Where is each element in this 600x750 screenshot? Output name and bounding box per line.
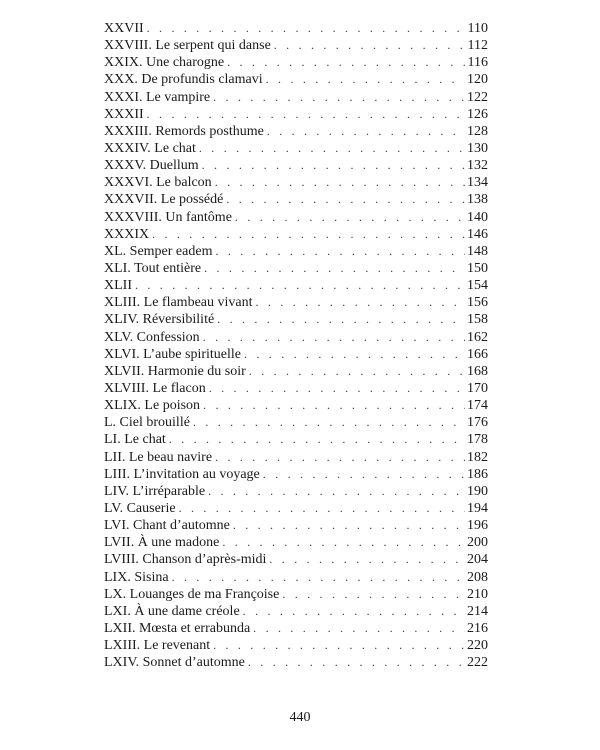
dot-leader <box>263 466 465 483</box>
toc-entry-page-number: 196 <box>467 518 488 534</box>
toc-entry-page-number: 132 <box>467 158 488 174</box>
toc-entry-page-number: 154 <box>467 278 488 294</box>
toc-entry-title: LI. Le chat <box>104 432 166 448</box>
toc-entry-title: XXXVII. Le possédé <box>104 192 224 208</box>
toc-entry-page-number: 162 <box>467 329 488 345</box>
toc-entry-page-number: 156 <box>467 295 488 311</box>
toc-entry-title: XLI. Tout entière <box>104 260 202 276</box>
toc-entry-title: XLV. Confession <box>104 329 200 345</box>
toc-entry-page-number: 168 <box>467 363 488 379</box>
dot-leader <box>215 449 465 466</box>
toc-entry-title: LIX. Sisina <box>104 569 169 585</box>
toc-entry-title: XXXIV. Le chat <box>104 140 196 156</box>
toc-entry-title: LVII. À une madone <box>104 535 220 551</box>
toc-entry-page-number: 158 <box>467 312 488 328</box>
dot-leader <box>209 380 465 397</box>
toc-entry-title: XXVII <box>104 21 144 36</box>
page-number: 440 <box>289 710 311 725</box>
toc-entry-page-number: 130 <box>467 140 488 156</box>
toc-entry <box>104 654 488 671</box>
toc-entry-page-number: 214 <box>467 603 488 619</box>
dot-leader <box>248 654 465 671</box>
toc-entry-page-number: 176 <box>467 415 488 431</box>
dot-leader <box>172 569 465 586</box>
toc-entry <box>104 260 488 277</box>
dot-leader <box>282 586 465 603</box>
toc-entry-title: L. Ciel brouillé <box>104 415 190 431</box>
toc-entry <box>104 20 488 37</box>
toc-entry-title: LVI. Chant d’automne <box>104 518 230 534</box>
dot-leader <box>147 106 465 123</box>
toc-entry-title: LXIV. Sonnet d’automne <box>104 655 245 671</box>
toc-entry <box>104 346 488 363</box>
dot-leader <box>179 500 465 517</box>
toc-entry <box>104 89 488 106</box>
toc-entry-title: XXXI. Le vampire <box>104 89 211 105</box>
toc-entry-page-number: 210 <box>467 586 488 602</box>
toc-entry <box>104 277 488 294</box>
toc-entry-page-number: 200 <box>467 535 488 551</box>
toc-entry <box>104 517 488 534</box>
toc-entry <box>104 380 488 397</box>
dot-leader <box>233 517 465 534</box>
toc-entry <box>104 174 488 191</box>
toc-entry <box>104 363 488 380</box>
toc-entry <box>104 620 488 637</box>
dot-leader <box>199 140 465 157</box>
toc-entry <box>104 637 488 654</box>
toc-entry-title: XXXVI. Le balcon <box>104 175 212 191</box>
dot-leader <box>226 191 465 208</box>
toc-entry <box>104 209 488 226</box>
toc-entry-title: LII. Le beau navire <box>104 449 213 465</box>
toc-entry-title: LXIII. Le revenant <box>104 638 211 654</box>
dot-leader <box>222 534 465 551</box>
toc-entry <box>104 500 488 517</box>
dot-leader <box>244 346 465 363</box>
toc-entry-title: LV. Causerie <box>104 500 176 516</box>
toc-entry <box>104 329 488 346</box>
toc-entry <box>104 106 488 123</box>
toc-entry <box>104 226 488 243</box>
toc-entry-page-number: 138 <box>467 192 488 208</box>
dot-leader <box>249 363 465 380</box>
toc-entry-page-number: 182 <box>467 449 488 465</box>
toc-entry <box>104 140 488 157</box>
dot-leader <box>213 89 465 106</box>
toc-entry-title: LX. Louanges de ma Françoise <box>104 586 280 602</box>
dot-leader <box>269 551 465 568</box>
toc-entry-title: LXI. À une dame créole <box>104 603 240 619</box>
toc-entry <box>104 431 488 448</box>
toc-entry-title: LIII. L’invitation au voyage <box>104 466 260 482</box>
dot-leader <box>202 157 465 174</box>
toc-entry <box>104 551 488 568</box>
dot-leader <box>215 174 465 191</box>
toc-entry-page-number: 166 <box>467 346 488 362</box>
toc-entry-title: XXXIX <box>104 226 150 242</box>
dot-leader <box>217 311 465 328</box>
toc-entry-page-number: 110 <box>467 21 488 36</box>
toc-entry-title: XXXII <box>104 106 144 122</box>
toc-entry-title: XLIII. Le flambeau vivant <box>104 295 253 311</box>
toc-entry-title: XXIX. Une charogne <box>104 55 225 71</box>
toc-entry-page-number: 204 <box>467 552 488 568</box>
toc-entry-page-number: 216 <box>467 620 488 636</box>
toc-entry <box>104 294 488 311</box>
toc-entry-page-number: 120 <box>467 72 488 88</box>
toc-entry <box>104 449 488 466</box>
toc-entry-page-number: 186 <box>467 466 488 482</box>
dot-leader <box>266 71 465 88</box>
toc-entry <box>104 123 488 140</box>
toc-entry-title: XXVIII. Le serpent qui danse <box>104 38 271 54</box>
toc-entry <box>104 311 488 328</box>
toc-entry-page-number: 194 <box>467 500 488 516</box>
dot-leader <box>204 260 465 277</box>
dot-leader <box>253 620 465 637</box>
dot-leader <box>152 226 465 243</box>
toc-entry-title: XXXV. Duellum <box>104 158 199 174</box>
toc-entry <box>104 569 488 586</box>
toc-entry-title: LXII. Mœsta et errabunda <box>104 620 251 636</box>
toc-entry-page-number: 122 <box>467 89 488 105</box>
toc-entry-page-number: 178 <box>467 432 488 448</box>
toc-entry-page-number: 134 <box>467 175 488 191</box>
dot-leader <box>193 414 465 431</box>
toc-entry-title: LIV. L’irréparable <box>104 483 206 499</box>
toc-entry-title: LVIII. Chanson d’après-midi <box>104 552 267 568</box>
toc-entry-page-number: 116 <box>467 55 488 71</box>
dot-leader <box>208 483 465 500</box>
dot-leader <box>227 54 465 71</box>
toc-entry-page-number: 170 <box>467 380 488 396</box>
dot-leader <box>243 603 465 620</box>
dot-leader <box>267 123 465 140</box>
toc-entry-page-number: 190 <box>467 483 488 499</box>
dot-leader <box>203 397 465 414</box>
dot-leader <box>215 243 465 260</box>
toc-entry-title: XXXVIII. Un fantôme <box>104 209 232 225</box>
dot-leader <box>169 431 465 448</box>
toc-entry-title: XLVI. L’aube spirituelle <box>104 346 241 362</box>
toc-entry-page-number: 140 <box>467 209 488 225</box>
toc-entry-title: XLII <box>104 278 132 294</box>
toc-entry-page-number: 146 <box>467 226 488 242</box>
toc-entry-page-number: 112 <box>467 38 488 54</box>
dot-leader <box>135 277 465 294</box>
toc-entry-page-number: 222 <box>467 655 488 671</box>
toc-entry-page-number: 150 <box>467 260 488 276</box>
toc-entry <box>104 603 488 620</box>
toc-entry <box>104 191 488 208</box>
dot-leader <box>256 294 466 311</box>
toc-entry <box>104 414 488 431</box>
toc-entry-page-number: 148 <box>467 243 488 259</box>
toc-entry-title: XL. Semper eadem <box>104 243 213 259</box>
toc-entry-title: XLIV. Réversibilité <box>104 312 215 328</box>
toc-entry <box>104 157 488 174</box>
dot-leader <box>213 637 465 654</box>
toc-entry <box>104 37 488 54</box>
dot-leader <box>147 20 466 37</box>
toc-entry-title: XLIX. Le poison <box>104 398 201 414</box>
toc-entry <box>104 586 488 603</box>
table-of-contents <box>104 20 488 671</box>
toc-entry-page-number: 128 <box>467 123 488 139</box>
dot-leader <box>235 209 465 226</box>
toc-entry-page-number: 126 <box>467 106 488 122</box>
toc-entry <box>104 243 488 260</box>
toc-entry <box>104 466 488 483</box>
toc-entry-page-number: 220 <box>467 638 488 654</box>
dot-leader <box>274 37 466 54</box>
toc-entry-page-number: 208 <box>467 569 488 585</box>
toc-entry <box>104 397 488 414</box>
toc-entry-title: XLVII. Harmonie du soir <box>104 363 246 379</box>
dot-leader <box>203 329 465 346</box>
toc-entry <box>104 534 488 551</box>
toc-entry <box>104 71 488 88</box>
toc-entry <box>104 54 488 71</box>
toc-entry <box>104 483 488 500</box>
toc-entry-title: XLVIII. Le flacon <box>104 380 206 396</box>
toc-entry-title: XXX. De profundis clamavi <box>104 72 263 88</box>
toc-entry-page-number: 174 <box>467 398 488 414</box>
toc-entry-title: XXXIII. Remords posthume <box>104 123 264 139</box>
